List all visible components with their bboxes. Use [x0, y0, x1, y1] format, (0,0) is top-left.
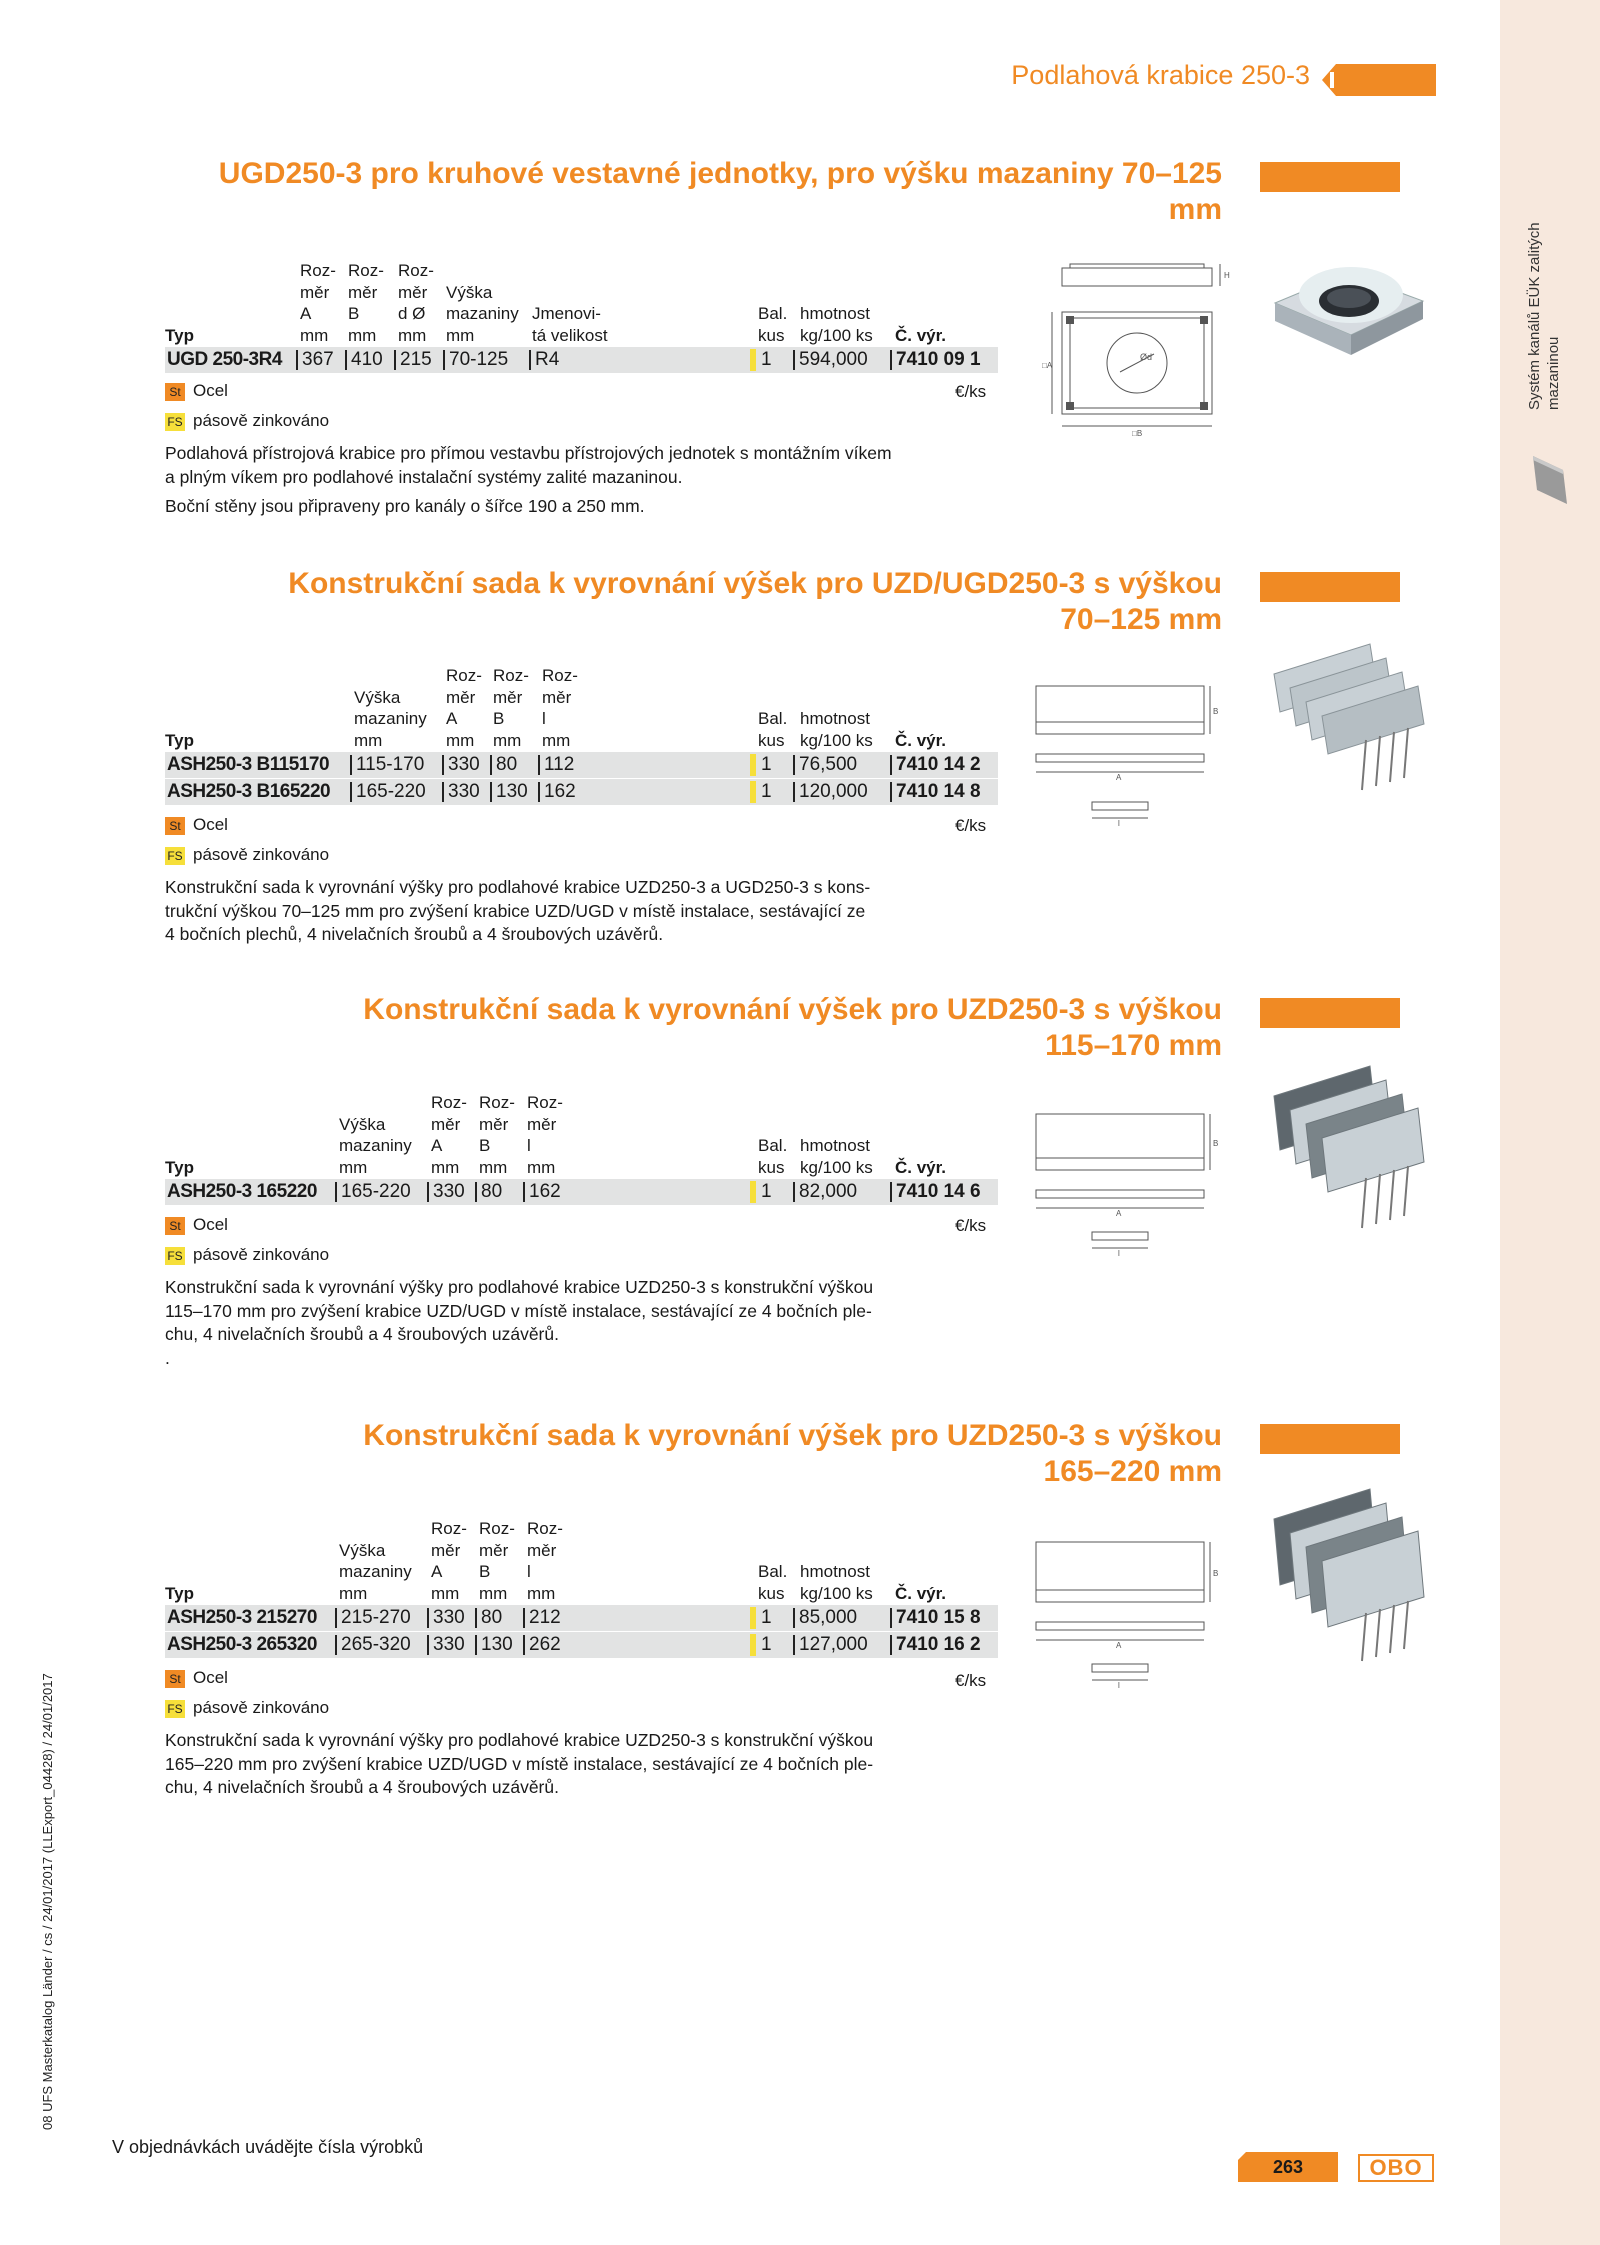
- svg-text:A: A: [1116, 773, 1122, 782]
- section-title: Konstrukční sada k vyrovnání výšek pro UZD250-3 s výškou 115–170 mm: [363, 993, 1222, 1062]
- product-photo-ash-70-125: [1270, 640, 1430, 800]
- price-unit: €/ks: [955, 1671, 987, 1690]
- product-photo-ash-115-170: [1270, 1062, 1430, 1232]
- col-header-l: Roz- měr l mm: [527, 1519, 563, 1603]
- sidebar-category: Systém kanálů EÜK zalitých mazaninou: [1526, 222, 1562, 410]
- col-header-hm: hmotnost kg/100 ks: [800, 304, 873, 345]
- print-info: 08 UFS Masterkatalog Länder / cs / 24/01/2017 (LLExport_04428) / 24/01/2017: [40, 1673, 55, 2130]
- section-orange-bar: [1260, 998, 1400, 1028]
- col-header-hm: hmotnost kg/100 ks: [800, 1562, 873, 1603]
- section-orange-bar: [1260, 162, 1400, 192]
- col-header-cv: Č. výr.: [895, 1158, 947, 1177]
- table-row: ASH250-3 B165220 165-220 330 130 162 1 120,000 7410 14 8: [165, 779, 998, 805]
- col-header-d: Roz- měr d Ø mm: [398, 261, 434, 345]
- col-header-b: Roz- měr B mm: [493, 666, 529, 750]
- drawing-ash-70-125: [1030, 680, 1220, 830]
- col-header-cv: Č. výr.: [895, 731, 947, 750]
- material-finish: FS pásově zinkováno: [165, 410, 329, 432]
- col-header-a: Roz- měr A mm: [300, 261, 336, 345]
- material-finish: FS pásově zinkováno: [165, 1697, 329, 1719]
- sidebar-marker-icon: [1533, 452, 1567, 504]
- svg-text:A: A: [1116, 1209, 1122, 1218]
- page-number: 263: [1238, 2152, 1338, 2182]
- section-title: Konstrukční sada k vyrovnání výšek pro UZD250-3 s výškou 165–220 mm: [363, 1419, 1222, 1488]
- col-header-b: Roz- měr B mm: [348, 261, 384, 345]
- svg-text:l: l: [1118, 1249, 1120, 1258]
- col-header-bal: Bal. kus: [758, 304, 788, 345]
- header-tab-shape: [1322, 64, 1436, 96]
- svg-text:□A: □A: [1042, 361, 1053, 370]
- col-header-bal: Bal. kus: [758, 1562, 788, 1603]
- section-description: Podlahová přístrojová krabice pro přímou vestavbu přístrojových jednotek s montážním víkem a plným víkem pro podlahové instalační systémy zalité mazaninou. Boční stěny jsou připraveny pro kanály o šířce 190 a 250 mm.: [165, 443, 892, 516]
- obo-logo: OBO: [1358, 2154, 1434, 2182]
- price-unit: €/ks: [955, 382, 987, 401]
- col-header-l: Roz- měr l mm: [527, 1093, 563, 1177]
- svg-text:□B: □B: [1132, 429, 1143, 438]
- table-row: ASH250-3 265320 265-320 330 130 262 1 127,000 7410 16 2: [165, 1632, 998, 1658]
- page-header-title: Podlahová krabice 250-3: [1011, 60, 1310, 90]
- table-row: ASH250-3 165220 165-220 330 80 162 1 82,000 7410 14 6: [165, 1179, 998, 1205]
- footer-note: V objednávkách uvádějte čísla výrobků: [112, 2137, 424, 2157]
- section-orange-bar: [1260, 1424, 1400, 1454]
- col-header-a: Roz- měr A mm: [431, 1519, 467, 1603]
- price-unit: €/ks: [955, 1216, 987, 1235]
- col-header-bal: Bal. kus: [758, 709, 788, 750]
- section-title: UGD250-3 pro kruhové vestavné jednotky, pro výšku mazaniny 70–125 mm: [218, 157, 1222, 226]
- material-steel: St Ocel: [165, 1214, 228, 1236]
- col-header-cv: Č. výr.: [895, 1584, 947, 1603]
- col-header-h: Výška mazaniny mm: [339, 1114, 412, 1177]
- svg-text:B: B: [1213, 707, 1219, 716]
- section-orange-bar: [1260, 572, 1400, 602]
- table-row: ASH250-3 B115170 115-170 330 80 112 1 76,500 7410 14 2: [165, 752, 998, 778]
- product-photo-ash-165-220: [1270, 1485, 1430, 1665]
- table-row: UGD 250-3R4 367 410 215 70-125 R4 1 594,000 7410 09 1: [165, 347, 998, 373]
- col-header-h: Výška mazaniny mm: [339, 1540, 412, 1603]
- drawing-ash-115-170: [1030, 1108, 1220, 1258]
- material-steel: St Ocel: [165, 814, 228, 836]
- svg-text:l: l: [1118, 1681, 1120, 1690]
- col-header-l: Roz- měr l mm: [542, 666, 578, 750]
- col-header-hm: hmotnost kg/100 ks: [800, 709, 873, 750]
- drawing-ash-165-220: [1030, 1536, 1220, 1696]
- col-header-b: Roz- měr B mm: [479, 1519, 515, 1603]
- section-description: Konstrukční sada k vyrovnání výšky pro podlahové krabice UZD250-3 a UGD250-3 s kons- trukční výškou 70–125 mm pro zvýšení krabice UZD/UGD v místě instalace, sestávající ze 4 bočních plechů, 4 nivelačních šroubů a 4 šroubových uzávěrů.: [165, 877, 871, 944]
- material-finish: FS pásově zinkováno: [165, 844, 329, 866]
- section-description: Konstrukční sada k vyrovnání výšky pro podlahové krabice UZD250-3 s konstrukční výškou 165–220 mm pro zvýšení krabice UZD/UGD v místě instalace, sestávající ze 4 bočních ple- chu, 4 nivelačních šroubů a 4 šroubových uzávěrů.: [165, 1730, 874, 1797]
- svg-text:B: B: [1213, 1139, 1219, 1148]
- col-header-a: Roz- měr A mm: [431, 1093, 467, 1177]
- col-header-b: Roz- měr B mm: [479, 1093, 515, 1177]
- drawing-ugd250: [1040, 260, 1230, 440]
- col-header-h: Výška mazaniny mm: [446, 282, 519, 345]
- material-steel: St Ocel: [165, 380, 228, 402]
- col-header-a: Roz- měr A mm: [446, 666, 482, 750]
- svg-text:Ød: Ød: [1140, 352, 1153, 362]
- svg-text:A: A: [1116, 1641, 1122, 1650]
- section-description: Konstrukční sada k vyrovnání výšky pro podlahové krabice UZD250-3 s konstrukční výškou 115–170 mm pro zvýšení krabice UZD/UGD v místě instalace, sestávající ze 4 bočních ple- chu, 4 nivelačních šroubů a 4 šroubových uzávěrů. .: [165, 1277, 874, 1368]
- col-header-hm: hmotnost kg/100 ks: [800, 1136, 873, 1177]
- svg-text:B: B: [1213, 1569, 1219, 1578]
- svg-text:l: l: [1118, 819, 1120, 828]
- col-header-bal: Bal. kus: [758, 1136, 788, 1177]
- col-header-j: Jmenovi- tá velikost: [532, 304, 608, 345]
- svg-text:H: H: [1224, 271, 1230, 280]
- col-header-typ: Typ: [165, 1584, 194, 1603]
- col-header-typ: Typ: [165, 326, 194, 345]
- product-photo-ugd250: [1265, 255, 1430, 375]
- col-header-typ: Typ: [165, 1158, 194, 1177]
- col-header-h: Výška mazaniny mm: [354, 687, 427, 750]
- table-row: ASH250-3 215270 215-270 330 80 212 1 85,000 7410 15 8: [165, 1605, 998, 1631]
- col-header-cv: Č. výr.: [895, 326, 947, 345]
- price-unit: €/ks: [955, 816, 987, 835]
- material-finish: FS pásově zinkováno: [165, 1244, 329, 1266]
- material-steel: St Ocel: [165, 1667, 228, 1689]
- section-title: Konstrukční sada k vyrovnání výšek pro UZD/UGD250-3 s výškou 70–125 mm: [288, 567, 1222, 636]
- col-header-typ: Typ: [165, 731, 194, 750]
